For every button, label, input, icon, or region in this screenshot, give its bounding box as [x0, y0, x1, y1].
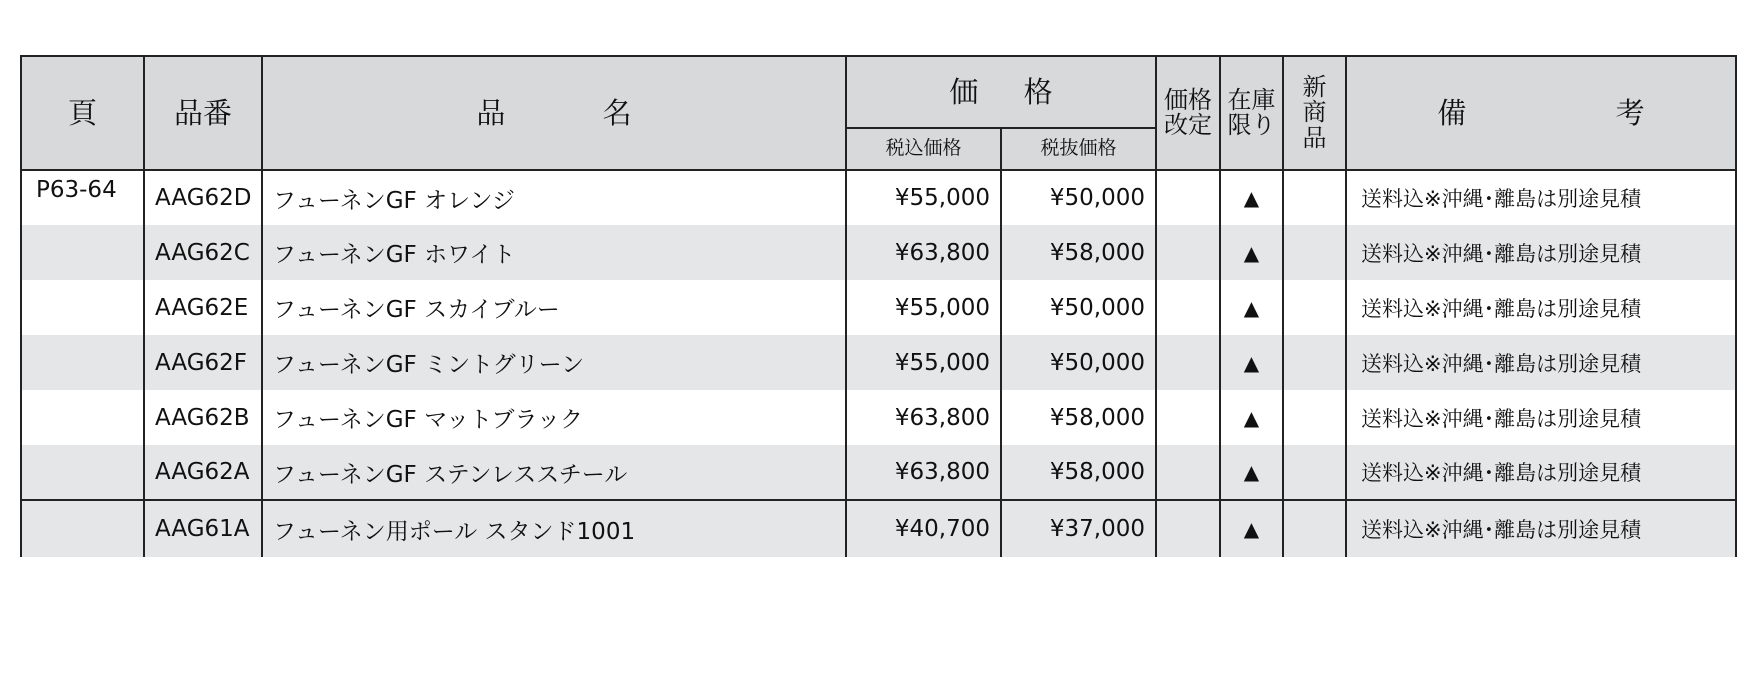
price-excl-cell: ¥58,000	[1001, 390, 1156, 445]
name-cell: フューネンGF マットブラック	[262, 390, 846, 445]
header-new-product: 新 商 品	[1283, 56, 1346, 170]
code-cell: AAG62E	[144, 280, 262, 335]
price-incl-cell: ¥55,000	[846, 280, 1001, 335]
code-cell: AAG62A	[144, 445, 262, 500]
name-cell: フューネン用ポール スタンド1001	[262, 500, 846, 557]
page-cell	[21, 335, 144, 390]
header-code: 品番	[144, 56, 262, 170]
revision-cell	[1156, 335, 1220, 390]
price-excl-cell: ¥50,000	[1001, 170, 1156, 225]
name-cell: フューネンGF オレンジ	[262, 170, 846, 225]
new-product-cell	[1283, 335, 1346, 390]
price-incl-cell: ¥55,000	[846, 170, 1001, 225]
revision-cell	[1156, 390, 1220, 445]
stock-mark: ▲	[1220, 445, 1283, 500]
page-cell	[21, 500, 144, 557]
new-product-cell	[1283, 170, 1346, 225]
header-name: 品 名	[262, 56, 846, 170]
table-row	[21, 280, 1736, 335]
table-row	[21, 170, 1736, 225]
revision-cell	[1156, 225, 1220, 280]
code-cell: AAG62F	[144, 335, 262, 390]
price-incl-cell: ¥63,800	[846, 225, 1001, 280]
revision-cell	[1156, 280, 1220, 335]
stock-mark: ▲	[1220, 280, 1283, 335]
table-row	[21, 390, 1736, 445]
stock-mark: ▲	[1220, 500, 1283, 557]
new-product-cell	[1283, 500, 1346, 557]
page-cell	[21, 445, 144, 500]
name-cell: フューネンGF ホワイト	[262, 225, 846, 280]
price-excl-cell: ¥58,000	[1001, 225, 1156, 280]
page-cell: P63-64	[21, 170, 144, 225]
header-stock: 在庫 限り	[1220, 56, 1283, 170]
new-product-cell	[1283, 280, 1346, 335]
notes-cell: 送料込※沖縄･離島は別途見積	[1346, 390, 1736, 445]
notes-cell: 送料込※沖縄･離島は別途見積	[1346, 335, 1736, 390]
price-excl-cell: ¥50,000	[1001, 335, 1156, 390]
stock-mark: ▲	[1220, 335, 1283, 390]
notes-cell: 送料込※沖縄･離島は別途見積	[1346, 170, 1736, 225]
name-cell: フューネンGF ミントグリーン	[262, 335, 846, 390]
header-price: 価 格	[846, 56, 1156, 128]
price-incl-cell: ¥63,800	[846, 390, 1001, 445]
price-incl-cell: ¥40,700	[846, 500, 1001, 557]
stock-mark: ▲	[1220, 170, 1283, 225]
header-notes: 備 考	[1346, 56, 1736, 170]
page-cell	[21, 390, 144, 445]
price-excl-cell: ¥37,000	[1001, 500, 1156, 557]
stock-mark: ▲	[1220, 390, 1283, 445]
code-cell: AAG62D	[144, 170, 262, 225]
code-cell: AAG62C	[144, 225, 262, 280]
table-row	[21, 335, 1736, 390]
header-price-excl: 税抜価格	[1001, 128, 1156, 170]
page-cell	[21, 280, 144, 335]
new-product-cell	[1283, 225, 1346, 280]
table-row	[21, 500, 1736, 557]
notes-cell: 送料込※沖縄･離島は別途見積	[1346, 445, 1736, 500]
revision-cell	[1156, 170, 1220, 225]
price-incl-cell: ¥55,000	[846, 335, 1001, 390]
price-excl-cell: ¥50,000	[1001, 280, 1156, 335]
page-cell	[21, 225, 144, 280]
notes-cell: 送料込※沖縄･離島は別途見積	[1346, 225, 1736, 280]
revision-cell	[1156, 445, 1220, 500]
notes-cell: 送料込※沖縄･離島は別途見積	[1346, 500, 1736, 557]
name-cell: フューネンGF スカイブルー	[262, 280, 846, 335]
header-revision: 価格 改定	[1156, 56, 1220, 170]
notes-cell: 送料込※沖縄･離島は別途見積	[1346, 280, 1736, 335]
name-cell: フューネンGF ステンレススチール	[262, 445, 846, 500]
new-product-cell	[1283, 390, 1346, 445]
table-row	[21, 445, 1736, 500]
table-row	[21, 225, 1736, 280]
price-excl-cell: ¥58,000	[1001, 445, 1156, 500]
price-incl-cell: ¥63,800	[846, 445, 1001, 500]
code-cell: AAG62B	[144, 390, 262, 445]
stock-mark: ▲	[1220, 225, 1283, 280]
table-body	[21, 170, 1736, 557]
product-price-table	[20, 55, 1737, 557]
new-product-cell	[1283, 445, 1346, 500]
header-page: 頁	[21, 56, 144, 170]
header-price-incl: 税込価格	[846, 128, 1001, 170]
revision-cell	[1156, 500, 1220, 557]
code-cell: AAG61A	[144, 500, 262, 557]
table-header	[21, 56, 1736, 170]
